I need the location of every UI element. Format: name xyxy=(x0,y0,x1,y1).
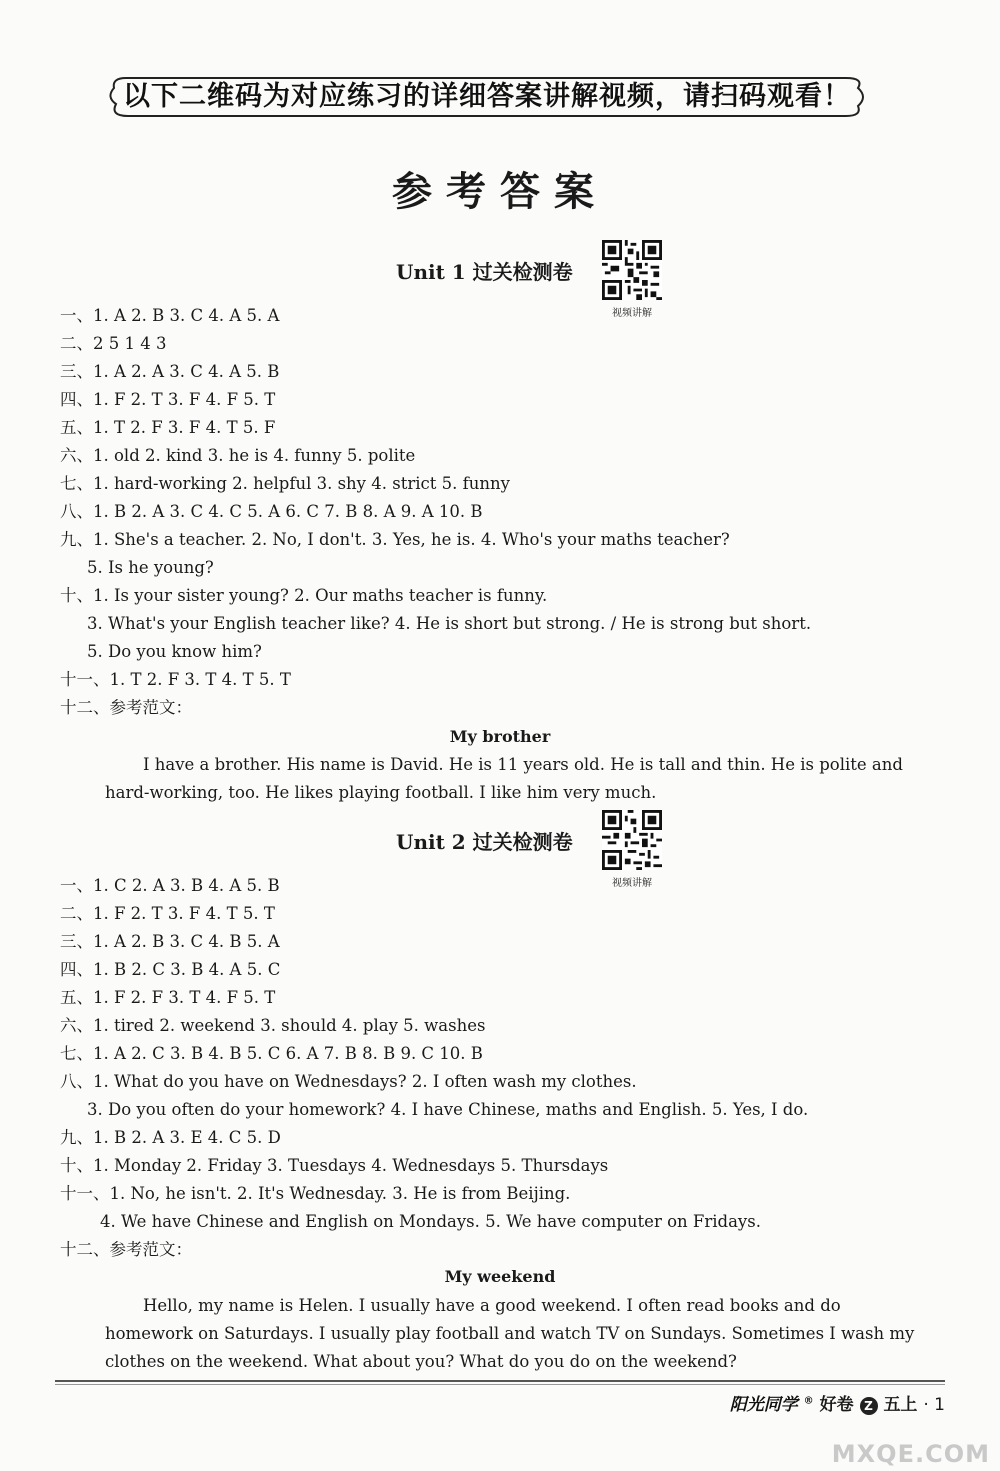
answer-line: 3. Do you often do your homework? 4. I have Chinese, maths and English. 5. Yes, I do. xyxy=(87,1100,809,1119)
header-banner xyxy=(108,74,866,120)
footer: 阳光同学 ® 好卷 Z 五上 · 1 xyxy=(729,1395,945,1415)
answer-line: 十二、参考范文： xyxy=(60,1240,192,1259)
watermark: MXQE.COM xyxy=(831,1440,990,1468)
answer-line: 十二、参考范文： xyxy=(60,698,192,717)
answer-line: 5. Do you know him? xyxy=(87,642,262,661)
essay-body: I have a brother. His name is David. He is 11 years old. He is tall and thin. He is polite and hard-working, too. He likes playing football. I like him very much. xyxy=(105,755,903,802)
answer-line: 九、1. B 2. A 3. E 4. C 5. D xyxy=(60,1128,281,1147)
footer-label: 好卷 xyxy=(819,1395,854,1415)
answer-line: 3. What's your English teacher like? 4. He is short but strong. / He is strong but short. xyxy=(87,614,812,633)
answer-line: 四、1. B 2. C 3. B 4. A 5. C xyxy=(60,960,281,979)
unit1-title: Unit 1 过关检测卷 xyxy=(396,260,573,284)
answer-line: 三、1. A 2. B 3. C 4. B 5. A xyxy=(60,932,280,951)
answer-line: 九、1. She's a teacher. 2. No, I don't. 3. Yes, he is. 4. Who's your maths teacher? xyxy=(60,530,730,549)
answer-line: 三、1. A 2. A 3. C 4. A 5. B xyxy=(60,362,280,381)
answer-line: 一、1. A 2. B 3. C 4. A 5. A xyxy=(60,306,280,325)
footer-divider xyxy=(55,1384,945,1385)
answer-line: 五、1. F 2. F 3. T 4. F 5. T xyxy=(60,988,276,1007)
qr-code-icon xyxy=(602,810,662,870)
answer-line: 二、2 5 1 4 3 xyxy=(60,334,167,353)
answer-line: 八、1. What do you have on Wednesdays? 2. I often wash my clothes. xyxy=(60,1072,637,1091)
answer-line: 5. Is he young? xyxy=(87,558,214,577)
qr-code-icon xyxy=(602,240,662,300)
footer-grade: 五上 xyxy=(883,1395,918,1415)
banner-text: 以下二维码为对应练习的详细答案讲解视频，请扫码观看！ xyxy=(123,81,851,112)
answer-line: 4. We have Chinese and English on Mondays. 5. We have computer on Fridays. xyxy=(100,1212,761,1231)
answer-line: 八、1. B 2. A 3. C 4. C 5. A 6. C 7. B 8. A 9. A 10. B xyxy=(60,502,483,521)
page-title: 参考答案 xyxy=(392,168,608,215)
answer-line: 十、1. Monday 2. Friday 3. Tuesdays 4. Wednesdays 5. Thursdays xyxy=(60,1156,609,1175)
unit2-title: Unit 2 过关检测卷 xyxy=(396,830,573,854)
answer-line: 七、1. A 2. C 3. B 4. B 5. C 6. A 7. B 8. B 9. C 10. B xyxy=(60,1044,483,1063)
answer-line: 五、1. T 2. F 3. F 4. T 5. F xyxy=(60,418,276,437)
essay-title: My brother xyxy=(449,727,551,746)
edition-badge: Z xyxy=(860,1397,878,1415)
qr-label: 视频讲解 xyxy=(612,308,652,319)
page-number: 1 xyxy=(934,1395,945,1415)
qr-label: 视频讲解 xyxy=(612,878,652,889)
answer-line: 二、1. F 2. T 3. F 4. T 5. T xyxy=(60,904,275,923)
answer-line: 一、1. C 2. A 3. B 4. A 5. B xyxy=(60,876,280,895)
answer-line: 四、1. F 2. T 3. F 4. F 5. T xyxy=(60,390,276,409)
answer-line: 十一、1. No, he isn't. 2. It's Wednesday. 3. He is from Beijing. xyxy=(60,1184,571,1203)
footer-divider xyxy=(55,1380,945,1382)
essay-title: My weekend xyxy=(444,1267,556,1286)
essay-body: Hello, my name is Helen. I usually have a good weekend. I often read books and do homework on Saturdays. I usually play football and watch TV on Sundays. Sometimes I wash my clothes on the weekend. What about you? What do you do on the weekend? xyxy=(105,1296,915,1371)
answer-line: 七、1. hard-working 2. helpful 3. shy 4. strict 5. funny xyxy=(60,474,510,493)
answer-line: 十、1. Is your sister young? 2. Our maths teacher is funny. xyxy=(60,586,548,605)
answer-line: 十一、1. T 2. F 3. T 4. T 5. T xyxy=(60,670,291,689)
unit1-qr-code[interactable] xyxy=(602,240,667,319)
brand-logo: 阳光同学 xyxy=(729,1395,798,1415)
unit2-qr-code[interactable] xyxy=(602,810,667,889)
answer-line: 六、1. old 2. kind 3. he is 4. funny 5. polite xyxy=(60,446,416,465)
answer-line: 六、1. tired 2. weekend 3. should 4. play 5. washes xyxy=(60,1016,486,1035)
